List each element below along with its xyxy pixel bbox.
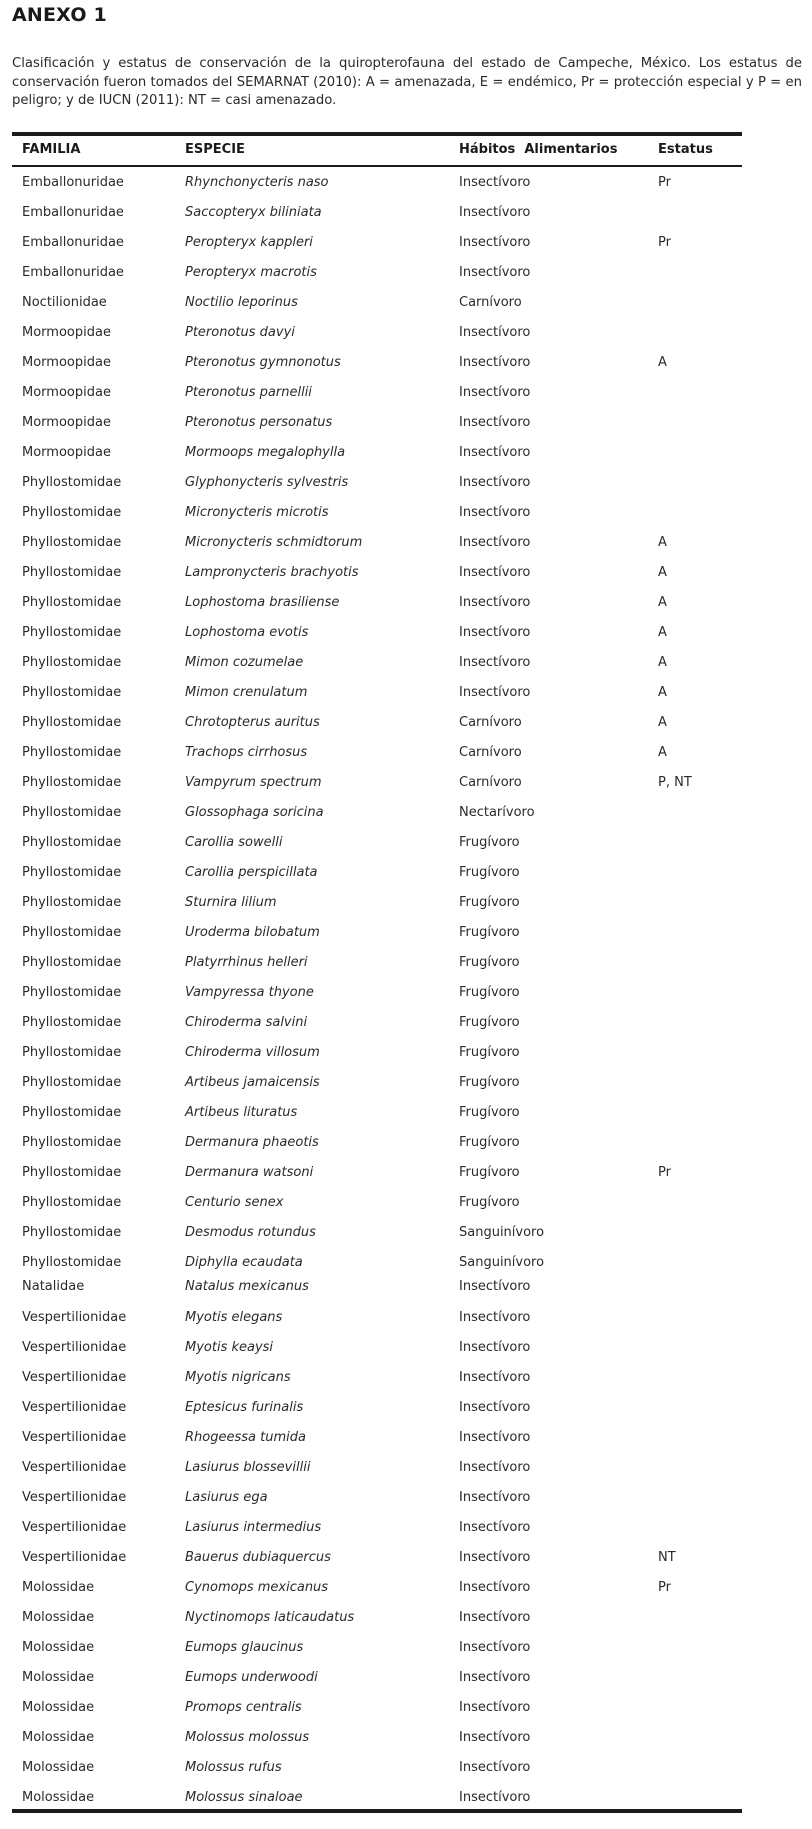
habitos-cell: Frugívoro: [459, 1105, 520, 1120]
table-row: [0, 413, 812, 433]
table-row: [0, 623, 812, 643]
familia-cell: Phyllostomidae: [22, 1165, 122, 1180]
table-row: [0, 173, 812, 193]
especie-cell: Cynomops mexicanus: [185, 1580, 329, 1595]
estatus-cell: NT: [658, 1550, 676, 1565]
familia-cell: Emballonuridae: [22, 205, 124, 220]
table-row: [0, 683, 812, 703]
table-row: [0, 1368, 812, 1388]
table-row: [0, 1043, 812, 1063]
familia-cell: Molossidae: [22, 1670, 95, 1685]
habitos-cell: Frugívoro: [459, 865, 520, 880]
estatus-cell: A: [658, 685, 667, 700]
especie-cell: Dermanura watsoni: [185, 1165, 314, 1180]
especie-cell: Eumops underwoodi: [185, 1670, 318, 1685]
familia-cell: Mormoopidae: [22, 385, 111, 400]
familia-cell: Phyllostomidae: [22, 655, 122, 670]
familia-cell: Phyllostomidae: [22, 985, 122, 1000]
habitos-cell: Insectívoro: [459, 265, 531, 280]
especie-cell: Mormoops megalophylla: [185, 445, 346, 460]
especie-cell: Lophostoma evotis: [185, 625, 309, 640]
habitos-cell: Insectívoro: [459, 1310, 531, 1325]
habitos-cell: Frugívoro: [459, 1195, 520, 1210]
table-caption: Clasificación y estatus de conservación de la quiropterofauna del estado de Campeche, México. Los estatus de conservación fueron tomados del SEMARNAT (2010): A = amenazada, E = endémico, Pr = protección especial y P = en peligro; y de IUCN (2011): NT = casi amenazado.: [12, 56, 802, 108]
especie-cell: Pteronotus davyi: [185, 325, 295, 340]
table-row: [0, 1638, 812, 1658]
especie-cell: Vampyrum spectrum: [185, 775, 322, 790]
table-row: [0, 1103, 812, 1123]
habitos-cell: Insectívoro: [459, 1610, 531, 1625]
familia-cell: Emballonuridae: [22, 175, 124, 190]
especie-cell: Lophostoma brasiliense: [185, 595, 340, 610]
familia-cell: Phyllostomidae: [22, 955, 122, 970]
familia-cell: Vespertilionidae: [22, 1310, 127, 1325]
habitos-cell: Frugívoro: [459, 835, 520, 850]
habitos-cell: Insectívoro: [459, 1640, 531, 1655]
especie-cell: Myotis nigricans: [185, 1370, 291, 1385]
table-row: [0, 713, 812, 733]
habitos-cell: Insectívoro: [459, 475, 531, 490]
familia-cell: Vespertilionidae: [22, 1550, 127, 1565]
especie-cell: Uroderma bilobatum: [185, 925, 320, 940]
habitos-cell: Nectarívoro: [459, 805, 535, 820]
habitos-cell: Insectívoro: [459, 1760, 531, 1775]
habitos-cell: Sanguinívoro: [459, 1255, 545, 1270]
familia-cell: Phyllostomidae: [22, 1225, 122, 1240]
estatus-cell: A: [658, 625, 667, 640]
table-row: [0, 293, 812, 313]
especie-cell: Glossophaga soricina: [185, 805, 324, 820]
familia-cell: Mormoopidae: [22, 415, 111, 430]
table-row: [0, 1308, 812, 1328]
familia-cell: Phyllostomidae: [22, 925, 122, 940]
header-habitos: Hábitos Alimentarios: [459, 142, 618, 157]
table-row: [0, 203, 812, 223]
habitos-cell: Insectívoro: [459, 325, 531, 340]
page-title: ANEXO 1: [12, 4, 107, 26]
especie-cell: Pteronotus gymnonotus: [185, 355, 341, 370]
familia-cell: Molossidae: [22, 1730, 95, 1745]
header-especie: ESPECIE: [185, 142, 245, 157]
especie-cell: Artibeus lituratus: [185, 1105, 298, 1120]
table-top-rule: [12, 132, 742, 136]
familia-cell: Emballonuridae: [22, 265, 124, 280]
habitos-cell: Insectívoro: [459, 505, 531, 520]
table-row: [0, 773, 812, 793]
table-row: [0, 983, 812, 1003]
especie-cell: Myotis elegans: [185, 1310, 283, 1325]
especie-cell: Carollia perspicillata: [185, 865, 318, 880]
table-bottom-rule: [12, 1809, 742, 1813]
especie-cell: Chiroderma villosum: [185, 1045, 320, 1060]
habitos-cell: Insectívoro: [459, 1400, 531, 1415]
familia-cell: Phyllostomidae: [22, 1105, 122, 1120]
especie-cell: Peropteryx macrotis: [185, 265, 317, 280]
especie-cell: Eptesicus furinalis: [185, 1400, 304, 1415]
familia-cell: Vespertilionidae: [22, 1340, 127, 1355]
table-row: [0, 893, 812, 913]
familia-cell: Phyllostomidae: [22, 535, 122, 550]
especie-cell: Rhynchonycteris naso: [185, 175, 329, 190]
habitos-cell: Insectívoro: [459, 565, 531, 580]
habitos-cell: Frugívoro: [459, 925, 520, 940]
estatus-cell: A: [658, 355, 667, 370]
familia-cell: Noctilionidae: [22, 295, 107, 310]
habitos-cell: Insectívoro: [459, 655, 531, 670]
familia-cell: Phyllostomidae: [22, 685, 122, 700]
especie-cell: Glyphonycteris sylvestris: [185, 475, 349, 490]
table-row: [0, 1458, 812, 1478]
especie-cell: Micronycteris schmidtorum: [185, 535, 363, 550]
habitos-cell: Carnívoro: [459, 775, 522, 790]
table-row: [0, 503, 812, 523]
familia-cell: Phyllostomidae: [22, 805, 122, 820]
habitos-cell: Insectívoro: [459, 685, 531, 700]
familia-cell: Phyllostomidae: [22, 595, 122, 610]
estatus-cell: Pr: [658, 235, 671, 250]
familia-cell: Phyllostomidae: [22, 835, 122, 850]
familia-cell: Natalidae: [22, 1279, 85, 1294]
table-row: [0, 323, 812, 343]
familia-cell: Mormoopidae: [22, 445, 111, 460]
table-row: [0, 473, 812, 493]
habitos-cell: Carnívoro: [459, 715, 522, 730]
table-row: [0, 263, 812, 283]
especie-cell: Saccopteryx biliniata: [185, 205, 322, 220]
estatus-cell: Pr: [658, 1580, 671, 1595]
especie-cell: Lasiurus intermedius: [185, 1520, 322, 1535]
familia-cell: Mormoopidae: [22, 355, 111, 370]
table-row: [0, 803, 812, 823]
familia-cell: Mormoopidae: [22, 325, 111, 340]
header-familia: FAMILIA: [22, 142, 81, 157]
familia-cell: Molossidae: [22, 1790, 95, 1805]
habitos-cell: Frugívoro: [459, 1165, 520, 1180]
especie-cell: Desmodus rotundus: [185, 1225, 316, 1240]
familia-cell: Phyllostomidae: [22, 1135, 122, 1150]
habitos-cell: Insectívoro: [459, 1670, 531, 1685]
especie-cell: Mimon crenulatum: [185, 685, 308, 700]
especie-cell: Lasiurus ega: [185, 1490, 268, 1505]
habitos-cell: Sanguinívoro: [459, 1225, 545, 1240]
table-row: [0, 1608, 812, 1628]
familia-cell: Emballonuridae: [22, 235, 124, 250]
familia-cell: Phyllostomidae: [22, 475, 122, 490]
table-row: [0, 653, 812, 673]
estatus-cell: Pr: [658, 1165, 671, 1180]
especie-cell: Diphylla ecaudata: [185, 1255, 303, 1270]
familia-cell: Molossidae: [22, 1610, 95, 1625]
especie-cell: Lasiurus blossevillii: [185, 1460, 311, 1475]
especie-cell: Noctilio leporinus: [185, 295, 298, 310]
especie-cell: Peropteryx kappleri: [185, 235, 313, 250]
habitos-cell: Insectívoro: [459, 535, 531, 550]
table-row: [0, 353, 812, 373]
familia-cell: Phyllostomidae: [22, 565, 122, 580]
especie-cell: Rhogeessa tumida: [185, 1430, 306, 1445]
table-row: [0, 1133, 812, 1153]
table-row: [0, 743, 812, 763]
habitos-cell: Insectívoro: [459, 1460, 531, 1475]
habitos-cell: Frugívoro: [459, 985, 520, 1000]
habitos-cell: Frugívoro: [459, 1075, 520, 1090]
table-row: [0, 1728, 812, 1748]
especie-cell: Pteronotus parnellii: [185, 385, 312, 400]
habitos-cell: Frugívoro: [459, 1135, 520, 1150]
familia-cell: Phyllostomidae: [22, 505, 122, 520]
table-row: [0, 1253, 812, 1273]
especie-cell: Promops centralis: [185, 1700, 302, 1715]
table-row: [0, 1338, 812, 1358]
habitos-cell: Insectívoro: [459, 1580, 531, 1595]
table-row: [0, 1488, 812, 1508]
table-row: [0, 1428, 812, 1448]
table-header-rule: [12, 165, 742, 167]
habitos-cell: Insectívoro: [459, 1490, 531, 1505]
habitos-cell: Frugívoro: [459, 955, 520, 970]
habitos-cell: Insectívoro: [459, 595, 531, 610]
especie-cell: Chiroderma salvini: [185, 1015, 308, 1030]
habitos-cell: Insectívoro: [459, 1370, 531, 1385]
familia-cell: Phyllostomidae: [22, 1075, 122, 1090]
table-row: [0, 383, 812, 403]
estatus-cell: Pr: [658, 175, 671, 190]
table-row: [0, 1758, 812, 1778]
habitos-cell: Frugívoro: [459, 895, 520, 910]
familia-cell: Phyllostomidae: [22, 775, 122, 790]
habitos-cell: Insectívoro: [459, 385, 531, 400]
familia-cell: Vespertilionidae: [22, 1520, 127, 1535]
habitos-cell: Insectívoro: [459, 1279, 531, 1294]
especie-cell: Mimon cozumelae: [185, 655, 304, 670]
table-row: [0, 1193, 812, 1213]
habitos-cell: Insectívoro: [459, 1700, 531, 1715]
table-row: [0, 443, 812, 463]
especie-cell: Carollia sowelli: [185, 835, 283, 850]
habitos-cell: Insectívoro: [459, 1430, 531, 1445]
habitos-cell: Insectívoro: [459, 1340, 531, 1355]
familia-cell: Phyllostomidae: [22, 745, 122, 760]
table-row: [0, 953, 812, 973]
table-row: [0, 1548, 812, 1568]
table-row: [0, 1163, 812, 1183]
habitos-cell: Insectívoro: [459, 205, 531, 220]
table-row: [0, 533, 812, 553]
estatus-cell: P, NT: [658, 775, 692, 790]
table-row: [0, 233, 812, 253]
especie-cell: Platyrrhinus helleri: [185, 955, 308, 970]
familia-cell: Phyllostomidae: [22, 895, 122, 910]
table-row: [0, 1277, 812, 1297]
especie-cell: Centurio senex: [185, 1195, 284, 1210]
familia-cell: Molossidae: [22, 1760, 95, 1775]
header-estatus: Estatus: [658, 142, 713, 157]
especie-cell: Natalus mexicanus: [185, 1279, 309, 1294]
familia-cell: Phyllostomidae: [22, 715, 122, 730]
especie-cell: Bauerus dubiaquercus: [185, 1550, 331, 1565]
estatus-cell: A: [658, 565, 667, 580]
familia-cell: Phyllostomidae: [22, 625, 122, 640]
especie-cell: Trachops cirrhosus: [185, 745, 308, 760]
habitos-cell: Insectívoro: [459, 1730, 531, 1745]
table-row: [0, 1073, 812, 1093]
table-row: [0, 1013, 812, 1033]
habitos-cell: Insectívoro: [459, 445, 531, 460]
familia-cell: Molossidae: [22, 1700, 95, 1715]
habitos-cell: Carnívoro: [459, 295, 522, 310]
habitos-cell: Insectívoro: [459, 1550, 531, 1565]
table-row: [0, 563, 812, 583]
estatus-cell: A: [658, 655, 667, 670]
table-row: [0, 863, 812, 883]
familia-cell: Phyllostomidae: [22, 1195, 122, 1210]
habitos-cell: Insectívoro: [459, 1520, 531, 1535]
table-row: [0, 1698, 812, 1718]
especie-cell: Eumops glaucinus: [185, 1640, 304, 1655]
especie-cell: Myotis keaysi: [185, 1340, 274, 1355]
estatus-cell: A: [658, 745, 667, 760]
table-row: [0, 1223, 812, 1243]
estatus-cell: A: [658, 715, 667, 730]
familia-cell: Vespertilionidae: [22, 1370, 127, 1385]
familia-cell: Molossidae: [22, 1580, 95, 1595]
habitos-cell: Carnívoro: [459, 745, 522, 760]
familia-cell: Vespertilionidae: [22, 1430, 127, 1445]
especie-cell: Pteronotus personatus: [185, 415, 333, 430]
estatus-cell: A: [658, 535, 667, 550]
especie-cell: Artibeus jamaicensis: [185, 1075, 320, 1090]
habitos-cell: Frugívoro: [459, 1045, 520, 1060]
habitos-cell: Insectívoro: [459, 625, 531, 640]
table-row: [0, 1668, 812, 1688]
habitos-cell: Insectívoro: [459, 175, 531, 190]
especie-cell: Micronycteris microtis: [185, 505, 329, 520]
especie-cell: Nyctinomops laticaudatus: [185, 1610, 355, 1625]
habitos-cell: Insectívoro: [459, 415, 531, 430]
table-row: [0, 1518, 812, 1538]
habitos-cell: Insectívoro: [459, 1790, 531, 1805]
especie-cell: Molossus rufus: [185, 1760, 282, 1775]
table-row: [0, 1788, 812, 1808]
especie-cell: Vampyressa thyone: [185, 985, 314, 1000]
especie-cell: Sturnira lilium: [185, 895, 277, 910]
especie-cell: Lampronycteris brachyotis: [185, 565, 359, 580]
especie-cell: Dermanura phaeotis: [185, 1135, 319, 1150]
habitos-cell: Insectívoro: [459, 355, 531, 370]
table-row: [0, 593, 812, 613]
table-row: [0, 923, 812, 943]
table-row: [0, 1578, 812, 1598]
familia-cell: Phyllostomidae: [22, 865, 122, 880]
familia-cell: Phyllostomidae: [22, 1255, 122, 1270]
especie-cell: Molossus sinaloae: [185, 1790, 303, 1805]
especie-cell: Molossus molossus: [185, 1730, 310, 1745]
familia-cell: Phyllostomidae: [22, 1045, 122, 1060]
familia-cell: Molossidae: [22, 1640, 95, 1655]
familia-cell: Vespertilionidae: [22, 1460, 127, 1475]
estatus-cell: A: [658, 595, 667, 610]
familia-cell: Vespertilionidae: [22, 1400, 127, 1415]
familia-cell: Vespertilionidae: [22, 1490, 127, 1505]
especie-cell: Chrotopterus auritus: [185, 715, 320, 730]
table-row: [0, 833, 812, 853]
habitos-cell: Frugívoro: [459, 1015, 520, 1030]
habitos-cell: Insectívoro: [459, 235, 531, 250]
table-row: [0, 1398, 812, 1418]
familia-cell: Phyllostomidae: [22, 1015, 122, 1030]
